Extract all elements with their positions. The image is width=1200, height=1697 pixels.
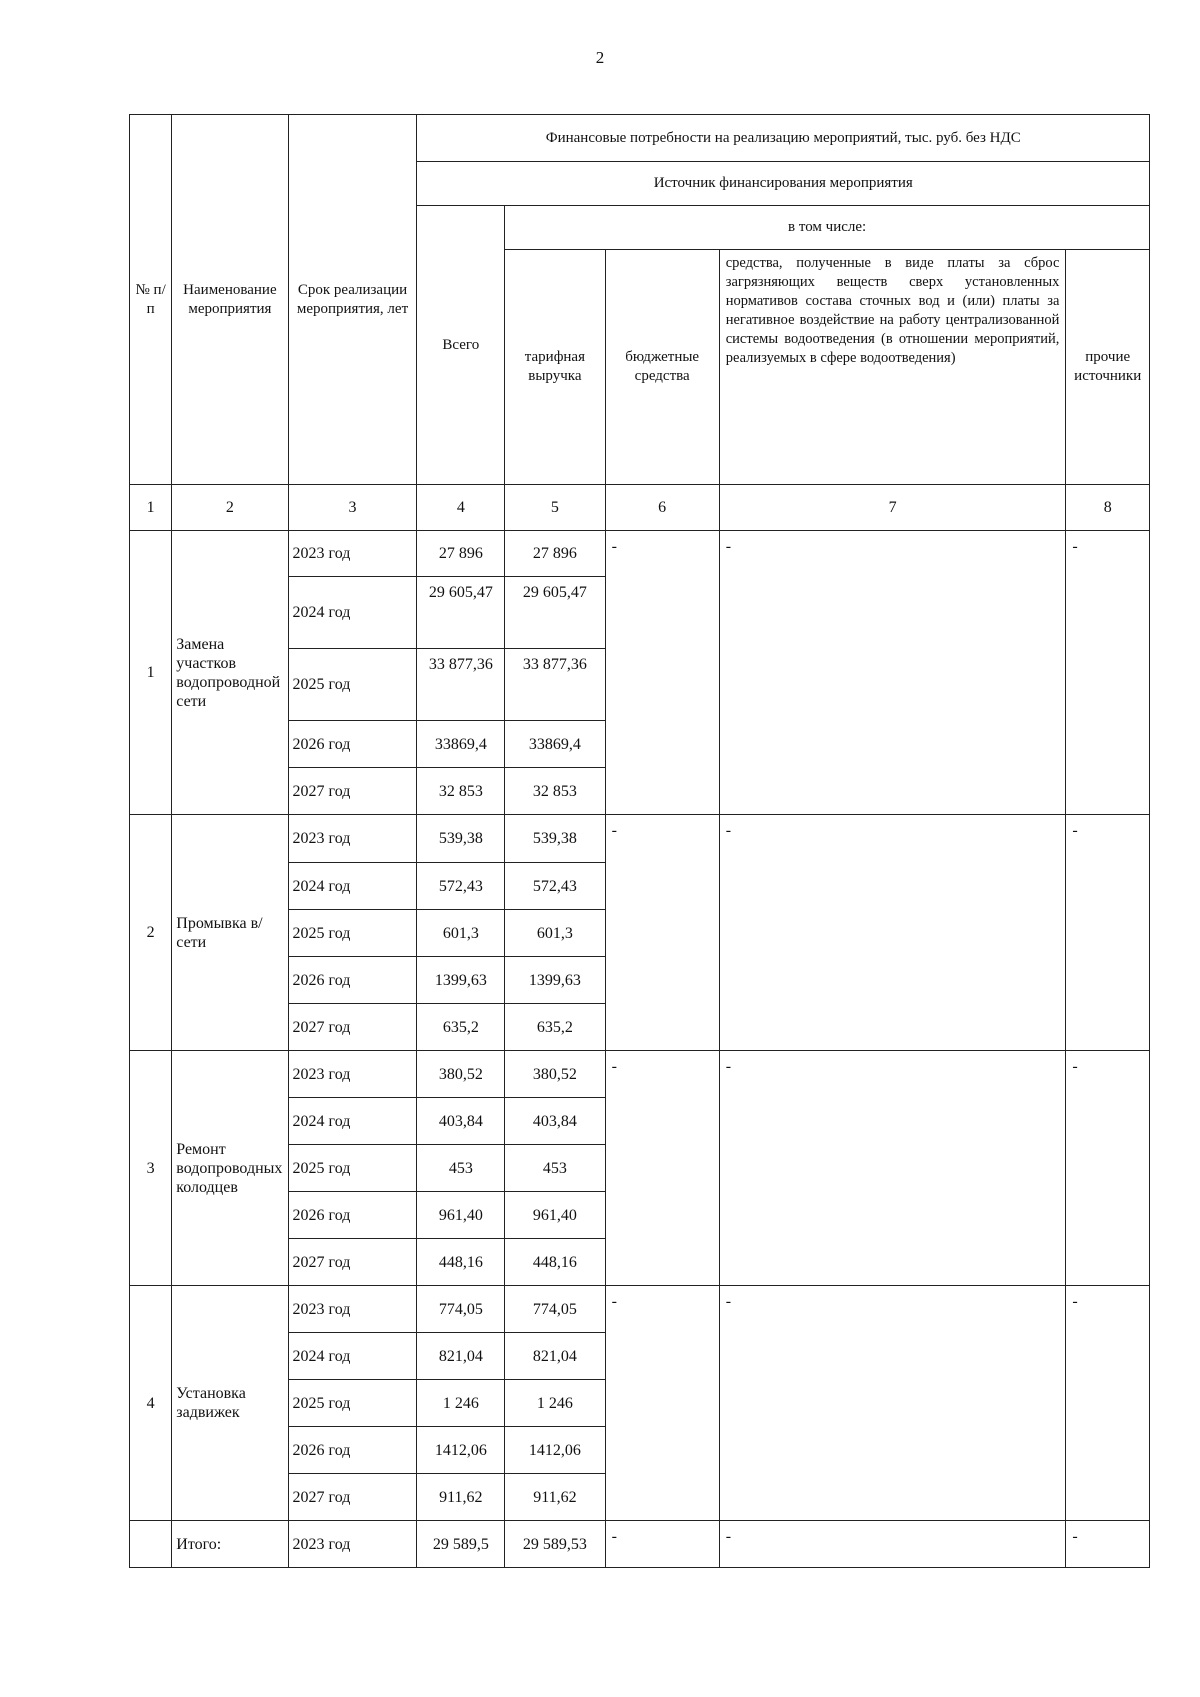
total-cell: 635,2 [417,1004,505,1051]
group-name: Замена участков водопроводной сети [172,531,288,815]
tariff-cell: 453 [505,1145,605,1192]
group-name: Промывка в/сети [172,815,288,1051]
year-cell: 2026 год [288,721,417,768]
col-number: 6 [605,485,719,531]
other-cell: - [1066,1286,1150,1521]
total-cell: 911,62 [417,1474,505,1521]
total-cell: 32 853 [417,768,505,815]
group-number: 4 [130,1286,172,1521]
tariff-cell: 33869,4 [505,721,605,768]
header-col-term: Срок реализации мероприятия, лет [288,115,417,485]
total-cell: 29 605,47 [417,577,505,649]
table-row [130,1051,1150,1098]
total-cell: 33 877,36 [417,649,505,721]
year-cell: 2027 год [288,1239,417,1286]
tariff-cell: 911,62 [505,1474,605,1521]
col-number: 7 [719,485,1066,531]
budget-cell: - [605,1521,719,1568]
header-col-no: № п/п [130,115,172,485]
year-cell: 2027 год [288,768,417,815]
tariff-cell: 33 877,36 [505,649,605,721]
header-col-other: прочие источники [1066,250,1150,485]
tariff-cell: 539,38 [505,815,605,863]
tariff-cell: 821,04 [505,1333,605,1380]
tariff-cell: 29 605,47 [505,577,605,649]
group-number: 1 [130,531,172,815]
col-number: 1 [130,485,172,531]
col-number: 5 [505,485,605,531]
fee-cell: - [719,815,1066,1051]
budget-cell: - [605,1286,719,1521]
header-including: в том числе: [505,206,1150,250]
tariff-cell: 403,84 [505,1098,605,1145]
total-cell: 1412,06 [417,1427,505,1474]
total-cell: 601,3 [417,910,505,957]
total-cell: 453 [417,1145,505,1192]
year-cell: 2026 год [288,1192,417,1239]
group-name: Ремонт водопроводных колодцев [172,1051,288,1286]
group-number: 3 [130,1051,172,1286]
fee-cell: - [719,1051,1066,1286]
header-col-name: Наименование мероприятия [172,115,288,485]
year-cell: 2025 год [288,649,417,721]
header-col-tariff: тарифная выручка [505,250,605,485]
page-number: 2 [595,48,605,67]
table-row [130,815,1150,863]
other-cell: - [1066,1051,1150,1286]
year-cell: 2024 год [288,577,417,649]
total-cell: 448,16 [417,1239,505,1286]
tariff-cell: 1 246 [505,1380,605,1427]
other-cell: - [1066,531,1150,815]
tariff-cell: 601,3 [505,910,605,957]
total-cell: 821,04 [417,1333,505,1380]
tariff-cell: 774,05 [505,1286,605,1333]
total-cell: 33869,4 [417,721,505,768]
year-cell: 2025 год [288,910,417,957]
totals-row [130,1521,1150,1568]
group-name: Установка задвижек [172,1286,288,1521]
tariff-cell: 1399,63 [505,957,605,1004]
year-cell: 2027 год [288,1004,417,1051]
budget-cell: - [605,815,719,1051]
tariff-cell: 27 896 [505,531,605,577]
table-row [130,1286,1150,1333]
totals-no-cell [130,1521,172,1568]
year-cell: 2024 год [288,1098,417,1145]
total-cell: 403,84 [417,1098,505,1145]
total-cell: 1399,63 [417,957,505,1004]
year-cell: 2025 год [288,1145,417,1192]
budget-cell: - [605,1051,719,1286]
fee-cell: - [719,1521,1066,1568]
total-cell: 572,43 [417,863,505,910]
fee-cell: - [719,1286,1066,1521]
header-col-total: Всего [417,206,505,485]
year-cell: 2026 год [288,957,417,1004]
tariff-cell: 448,16 [505,1239,605,1286]
other-cell: - [1066,815,1150,1051]
year-cell: 2023 год [288,531,417,577]
col-number: 4 [417,485,505,531]
header-col-budget: бюджетные средства [605,250,719,485]
year-cell: 2023 год [288,1286,417,1333]
totals-label: Итого: [172,1521,288,1568]
total-cell: 27 896 [417,531,505,577]
year-cell: 2025 год [288,1380,417,1427]
year-cell: 2024 год [288,863,417,910]
col-number: 8 [1066,485,1150,531]
year-cell: 2024 год [288,1333,417,1380]
financial-table [129,114,1150,1568]
tariff-cell: 32 853 [505,768,605,815]
col-number: 2 [172,485,288,531]
total-cell: 961,40 [417,1192,505,1239]
tariff-cell: 29 589,53 [505,1521,605,1568]
other-cell: - [1066,1521,1150,1568]
year-cell: 2023 год [288,815,417,863]
tariff-cell: 1412,06 [505,1427,605,1474]
total-cell: 1 246 [417,1380,505,1427]
tariff-cell: 380,52 [505,1051,605,1098]
total-cell: 774,05 [417,1286,505,1333]
header-financial-needs: Финансовые потребности на реализацию мероприятий, тыс. руб. без НДС [417,115,1150,162]
tariff-cell: 961,40 [505,1192,605,1239]
header-col-fee: средства, полученные в виде платы за сброс загрязняющих веществ сверх установленных нормативов состава сточных вод и (или) платы за негативное воздействие на работу централизованной системы водоотведения (в отношении мероприятий, реализуемых в сфере водоотведения) [719,250,1066,485]
group-number: 2 [130,815,172,1051]
year-cell: 2026 год [288,1427,417,1474]
year-cell: 2023 год [288,1051,417,1098]
budget-cell: - [605,531,719,815]
header-funding-source: Источник финансирования мероприятия [417,162,1150,206]
year-cell: 2027 год [288,1474,417,1521]
total-cell: 380,52 [417,1051,505,1098]
year-cell: 2023 год [288,1521,417,1568]
total-cell: 539,38 [417,815,505,863]
tariff-cell: 572,43 [505,863,605,910]
total-cell: 29 589,5 [417,1521,505,1568]
fee-cell: - [719,531,1066,815]
col-number: 3 [288,485,417,531]
table-row [130,531,1150,577]
tariff-cell: 635,2 [505,1004,605,1051]
